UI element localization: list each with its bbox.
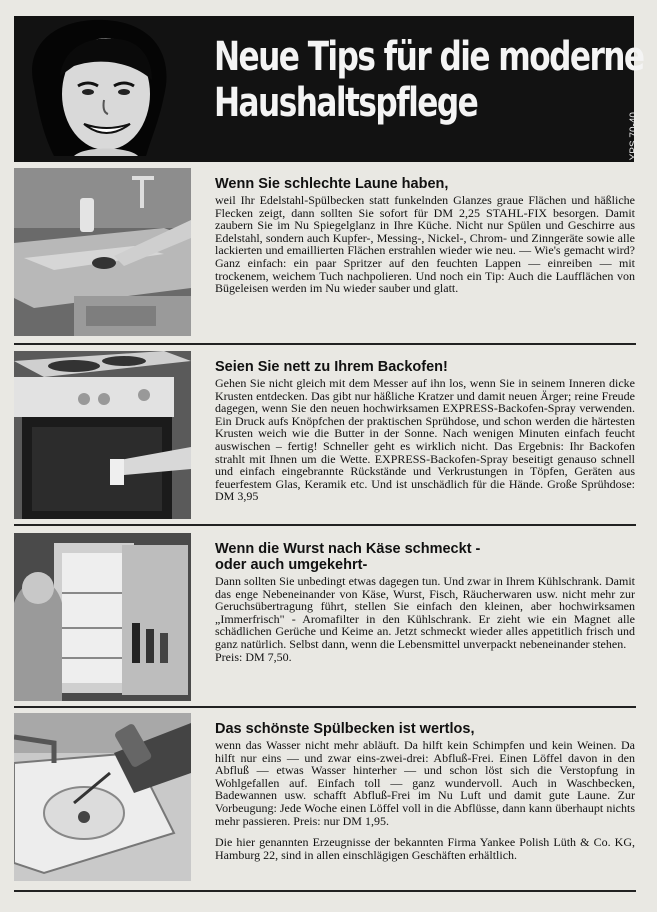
photo-stainless-sink	[14, 168, 191, 336]
photo-oven	[14, 351, 191, 519]
header-banner	[14, 16, 644, 162]
divider-3	[14, 706, 636, 708]
tip-body-3: Dann sollten Sie unbedingt etwas dagegen tun. Und zwar in Ihrem Kühlschrank. Damit das enge Nebeneinander von Käse, Wurst, Fisch, Räucherwaren usw. nicht mehr zur Geruchsübertragung führt, stellen Sie einfach den kleinen, aber hochwirksamen „Immerfrisch" - Aromafilter in den Kühlschrank. Er zieht wie ein Magnet alle schädlichen Gerüche und Keime an. Jetzt schmeckt wieder alles appetitlich frisch und ganz natürlich. Selbst dann, wenn die Lebensmittel unverpackt nebeneinander stehen. Preis: DM 7,50.	[215, 574, 635, 664]
tip-text-1	[215, 176, 635, 295]
tip-section-drain	[14, 713, 636, 888]
divider-2	[14, 524, 636, 526]
tip-section-oven	[14, 351, 636, 521]
tip-heading-4: Das schönste Spülbecken ist wertlos,	[215, 721, 475, 737]
tip-text-3	[215, 541, 635, 663]
tip-body-2: Gehen Sie nicht gleich mit dem Messer auf ihn los, wenn Sie in seinem Inneren dicke Krusten entdecken. Das gibt nur häßliche Kratzer und damit neuen Ärger; reine Freude dagegen, wenn Sie den neuen hochwirksamen EXPRESS-Backofen-Spray verwenden. Ein Druck aufs Knöpfchen der praktischen Sprühdose, und schon werden die härtesten Krusten weich wie die Butter in der Sonne. Nach wenigen Minuten einfach feucht auswischen – fertig! Schneller geht es wirklich nicht. Das Ergebnis: Ihr Backofen strahlt mit Ihnen um die Wette. EXPRESS-Backofen-Spray beseitigt genauso schnell und einfach eingebrannte Rückstände und Verkrustungen in Töpfen, Geräten aus feuerfestem Glas, Keramik etc. Und ist unschädlich für die Hände. Große Sprühdose: DM 3,95	[215, 376, 635, 504]
tip-text-4	[215, 721, 635, 861]
page-title	[214, 34, 644, 126]
title-line-1: Neue Tips für die moderne	[214, 34, 644, 80]
tip-body-1: weil Ihr Edelstahl-Spülbecken statt funkelnden Glanzes graue Flächen und häßliche Flecken zeigt, dann sollten Sie sofort für DM 2,25 STAHL-FIX besorgen. Damit zaubern Sie im Nu Spiegelglanz in Ihre Küche. Nicht nur Spülen und Geschirre aus Edelstahl, sondern auch Kupfer-, Messing-, Nickel-, Chrom- und Zinngeräte sowie alle lackierten und emaillierten Flächen erstrahlen wieder wie neu. — Wie's gemacht wird? Ganz einfach: ein paar Spritzer auf den feuchten Lappen — einreiben — mit trockenem, weichem Tuch nachpolieren. Und noch ein Tip: Auch die Laufflächen von Bügeleisen werden im Nu wieder sauber und glatt.	[215, 193, 635, 296]
manufacturer-note: Die hier genannten Erzeugnisse der bekannten Firma Yankee Polish Lüth & Co. KG, Hamburg 22, sind in allen einschlägigen Geschäften erhältlich.	[215, 835, 635, 862]
reference-code: YPS 70-40	[628, 112, 639, 161]
woman-portrait-illustration	[14, 16, 204, 162]
tip-heading-1: Wenn Sie schlechte Laune haben,	[215, 176, 449, 192]
title-line-2: Haushaltspflege	[214, 80, 478, 126]
tip-text-2	[215, 359, 635, 503]
tip-heading-2: Seien Sie nett zu Ihrem Backofen!	[215, 359, 448, 375]
divider-4	[14, 890, 636, 892]
tip-section-refrigerator	[14, 533, 636, 703]
divider-1	[14, 343, 636, 345]
photo-refrigerator	[14, 533, 191, 701]
photo-drain-sink	[14, 713, 191, 881]
tip-section-stainless-sink	[14, 168, 636, 340]
tip-body-4: wenn das Wasser nicht mehr abläuft. Da hilft kein Schimpfen und kein Weinen. Da hilft nur eins — und zwar eins-zwei-drei: Abfluß-Frei. Einen Löffel davon in den Abfluß — etwas Wasser hinterher — und schon löst sich die Verstopfung in Wohlgefallen auf. Einfach toll — ganz wundervoll. Auch in Waschbecken, Badewannen usw. schafft Abfluß-Frei im Nu Luft und damit gute Laune. Zur Vorbeugung: Jede Woche einen Löffel voll in die Abflüsse, dann kann überhaupt nichts mehr passieren. Preis: nur DM 1,95.	[215, 738, 635, 828]
tip-heading-3: Wenn die Wurst nach Käse schmeckt - oder auch umgekehrt-	[215, 541, 481, 573]
